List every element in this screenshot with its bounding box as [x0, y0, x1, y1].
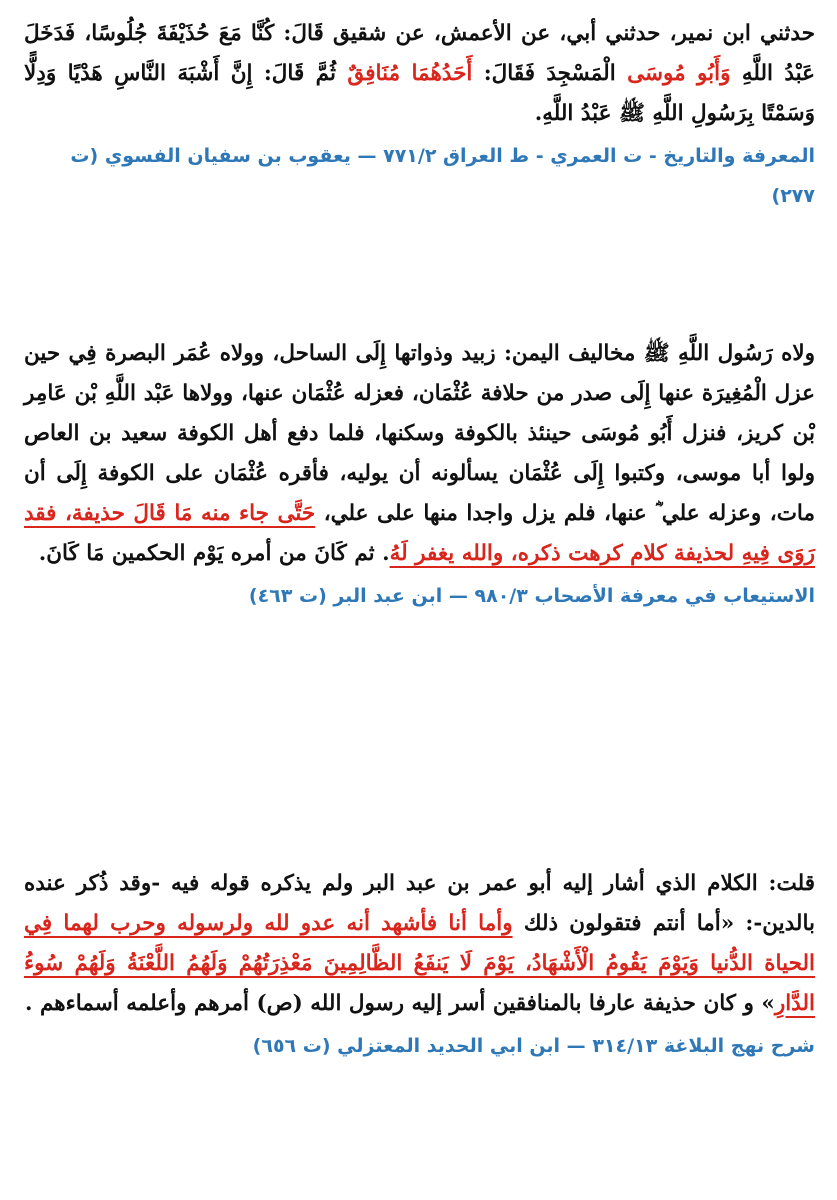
quote-text-segment: ولاه رَسُول اللَّهِ ﷺ مخاليف اليمن: زبيد وذواتها إِلَى الساحل، وولاه عُمَر البصرة فِي حين عزل الْمُغِيرَة عنها إِلَى صدر من حلافة عُثْمَان، فعزله عُثْمَان عنها، وولاها عَبْد اللَّهِ بْن عَامِر بْن كريز، فنزل أَبُو مُوسَى حينئذ بالكوفة وسكنها، فلما دفع أهل الكوفة سعيد بن العاص ولوا أبا موسى، وكتبوا إِلَى عُثْمَان يسألونه أن يوليه، فأقره عُثْمَان على الكوفة إِلَى أن مات، وعزله علي ؓ عنها، فلم يزل واجدا منها على علي،: [24, 341, 815, 526]
quote-text-segment: حدثني ابن نمير، حدثني أبي، عن الأعمش، عن شقيق قَالَ: كُنَّا مَعَ حُذَيْفَةَ جُلُوسًا، فَدَخَلَ عَبْدُ اللَّهِ: [24, 21, 815, 86]
quote-text-segment: قلت: الكلام الذي أشار إليه أبو عمر بن عبد البر ولم يذكره قوله فيه -وقد ذُكر عنده بالدين-: «أما أنتم فتقولون ذلك: [24, 871, 815, 936]
source-citation: الاستيعاب في معرفة الأصحاب ٩٨٠/٣ — ابن عبد البر (ت ٤٦٣): [248, 585, 815, 607]
quote-block-1: [24, 14, 815, 216]
quote-block-3: [24, 864, 815, 1066]
quote-block-2: [24, 334, 815, 616]
source-citation: المعرفة والتاريخ - ت العمري - ط العراق ٧٧١/٢ — يعقوب بن سفيان الفسوي (ت ٢٧٧): [70, 145, 815, 207]
quote-text-segment: . ثم كَانَ من أمره يَوْم الحكمين مَا كَانَ.: [38, 541, 390, 566]
underlined-highlight: وأما أنا فأشهد أنه عدو لله ولرسوله وحرب لهما فِي الحياة الدُّنيا وَيَوْمَ يَقُومُ الْأَشْهَادُ، يَوْمَ لَا يَنفَعُ الظَّالِمِينَ مَعْذِرَتُهُمْ وَلَهُمُ اللَّعْنَةُ وَلَهُمْ سُوءُ الدَّارِ: [24, 911, 815, 1016]
highlight-abu-musa: وَأَبُو مُوسَى: [627, 61, 731, 86]
quote-text: [24, 864, 815, 1024]
underlined-highlight: حَتَّى جاء منه مَا قَالَ حذيفة، فقد رَوَى فِيهِ لحذيفة كلام كرهت ذكره، والله يغفر لَهُ: [24, 501, 815, 566]
quote-text-segment: الْمَسْجِدَ فَقَالَ:: [472, 61, 628, 86]
quote-text: [24, 14, 815, 134]
quote-text: [24, 334, 815, 574]
quote-text-segment: » و كان حذيفة عارفا بالمنافقين أسر إليه رسول الله (ص) أمرهم وأعلمه أسماءهم .: [25, 991, 775, 1016]
quote-text-segment: ثُمَّ قَالَ: إِنَّ أَشْبَهَ النَّاسِ هَدْيًا وَدِلًّا وَسَمْتًا بِرَسُولِ اللَّهِ ﷺ عَبْدُ اللَّهِ.: [24, 61, 815, 126]
highlight-munafiq: أَحَدُهُمَا مُنَافِقٌ: [347, 61, 473, 86]
source-citation: شرح نهج البلاغة ٣١٤/١٣ — ابن ابي الحديد المعتزلي (ت ٦٥٦): [252, 1035, 815, 1057]
